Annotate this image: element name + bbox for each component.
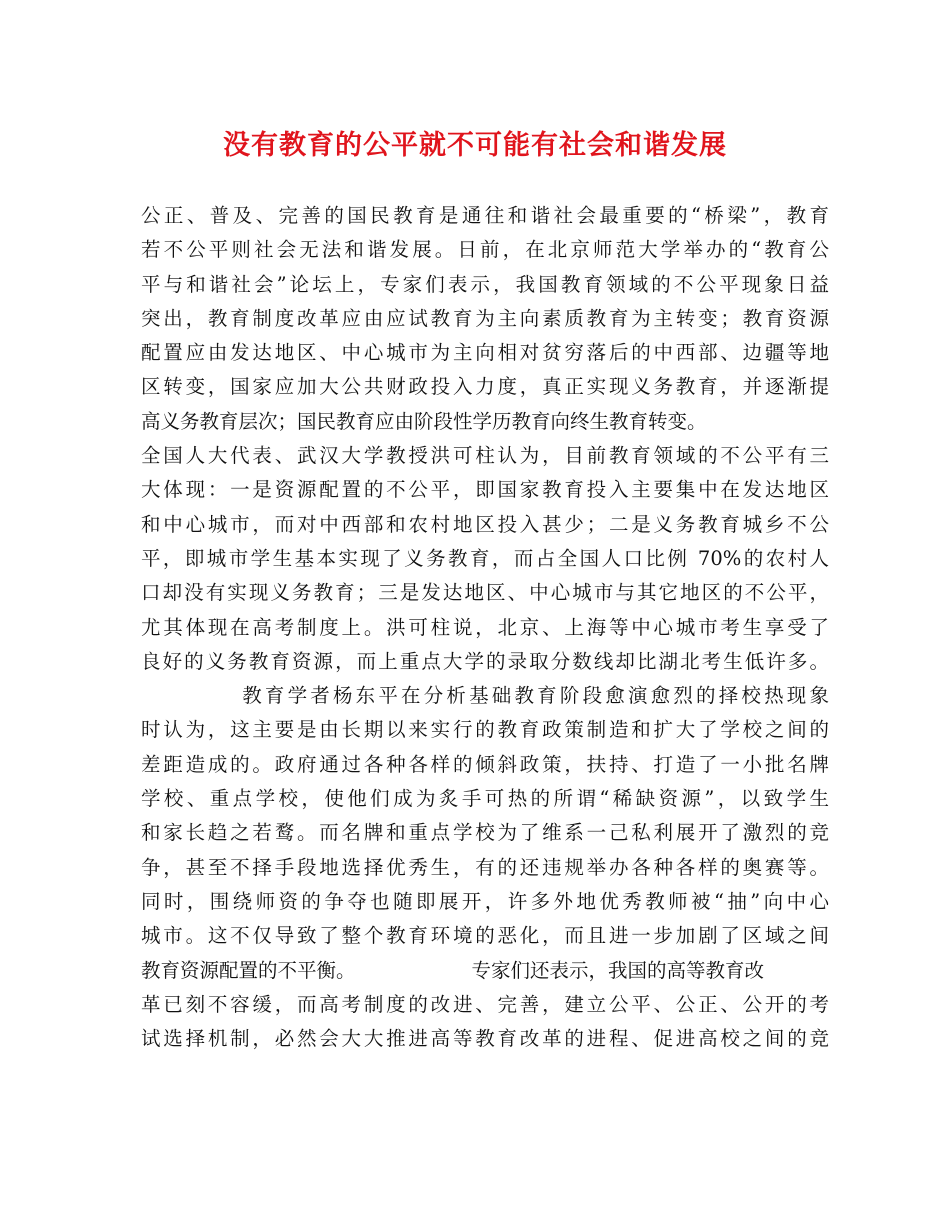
body-line: 口却没有实现义务教育；三是发达地区、中心城市与其它地区的不公平， (141, 581, 829, 605)
body-line: 平，即城市学生基本实现了义务教育，而占全国人口比例 70%的农村人 (141, 546, 829, 570)
body-line: 和家长趋之若鹜。而名牌和重点学校为了维系一己私利展开了激烈的竞 (141, 821, 829, 845)
body-line: 学校、重点学校，使他们成为炙手可热的所谓“稀缺资源”，以致学生 (141, 787, 829, 811)
body-line: 同时，围绕师资的争夺也随即展开，许多外地优秀教师被“抽”向中心 (141, 889, 829, 913)
body-line-text: 专家们还表示，我国的高等教育改 (471, 958, 765, 982)
document-body (141, 199, 829, 1091)
document-title: 没有教育的公平就不可能有社会和谐发展 (223, 130, 727, 161)
body-line: 时认为，这主要是由长期以来实行的教育政策制造和扩大了学校之间的 (141, 718, 829, 742)
body-line: 若不公平则社会无法和谐发展。日前，在北京师范大学举办的“教育公 (141, 238, 829, 262)
body-line: 大体现：一是资源配置的不公平，即国家教育投入主要集中在发达地区 (141, 478, 829, 502)
body-line (141, 1056, 829, 1090)
body-line: 全国人大代表、武汉大学教授洪可柱认为，目前教育领域的不公平有三 (141, 444, 829, 468)
body-line: 良好的义务教育资源，而上重点大学的录取分数线却比湖北考生低许多。 (141, 649, 829, 673)
body-line-text: 教育资源配置的不平衡。 (141, 958, 356, 982)
body-line: 城市。这不仅导致了整个教育环境的恶化，而且进一步加剧了区域之间 (141, 924, 829, 948)
body-line: 配置应由发达地区、中心城市为主向相对贫穷落后的中西部、边疆等地 (141, 341, 829, 365)
body-line: 公正、普及、完善的国民教育是通往和谐社会最重要的“桥梁”，教育 (141, 204, 829, 227)
body-line: 争，甚至不择手段地选择优秀生，有的还违规举办各种各样的奥赛等。 (141, 855, 829, 879)
body-line: 革已刻不容缓，而高考制度的改进、完善，建立公平、公正、公开的考 (141, 992, 829, 1016)
body-line-split (141, 954, 829, 988)
body-line-text: 教育学者杨东平在分析基础教育阶段愈演愈烈的择校热现象 (239, 684, 829, 708)
body-line-indented (141, 679, 829, 713)
body-line: 试选择机制，必然会大大推进高等教育改革的进程、促进高校之间的竞 (141, 1027, 829, 1051)
body-line: 差距造成的。政府通过各种各样的倾斜政策，扶持、打造了一小批名牌 (141, 752, 829, 776)
body-line: 区转变，国家应加大公共财政投入力度，真正实现义务教育，并逐渐提 (141, 375, 829, 399)
body-line: 尤其体现在高考制度上。洪可柱说，北京、上海等中心城市考生享受了 (141, 615, 829, 639)
body-line: 突出，教育制度改革应由应试教育为主向素质教育为主转变；教育资源 (141, 306, 829, 330)
body-line: 和中心城市，而对中西部和农村地区投入甚少；二是义务教育城乡不公 (141, 512, 829, 536)
body-line: 高义务教育层次；国民教育应由阶段性学历教育向终生教育转变。 (141, 409, 707, 433)
body-line: 平与和谐社会”论坛上，专家们表示，我国教育领域的不公平现象日益 (141, 272, 829, 296)
